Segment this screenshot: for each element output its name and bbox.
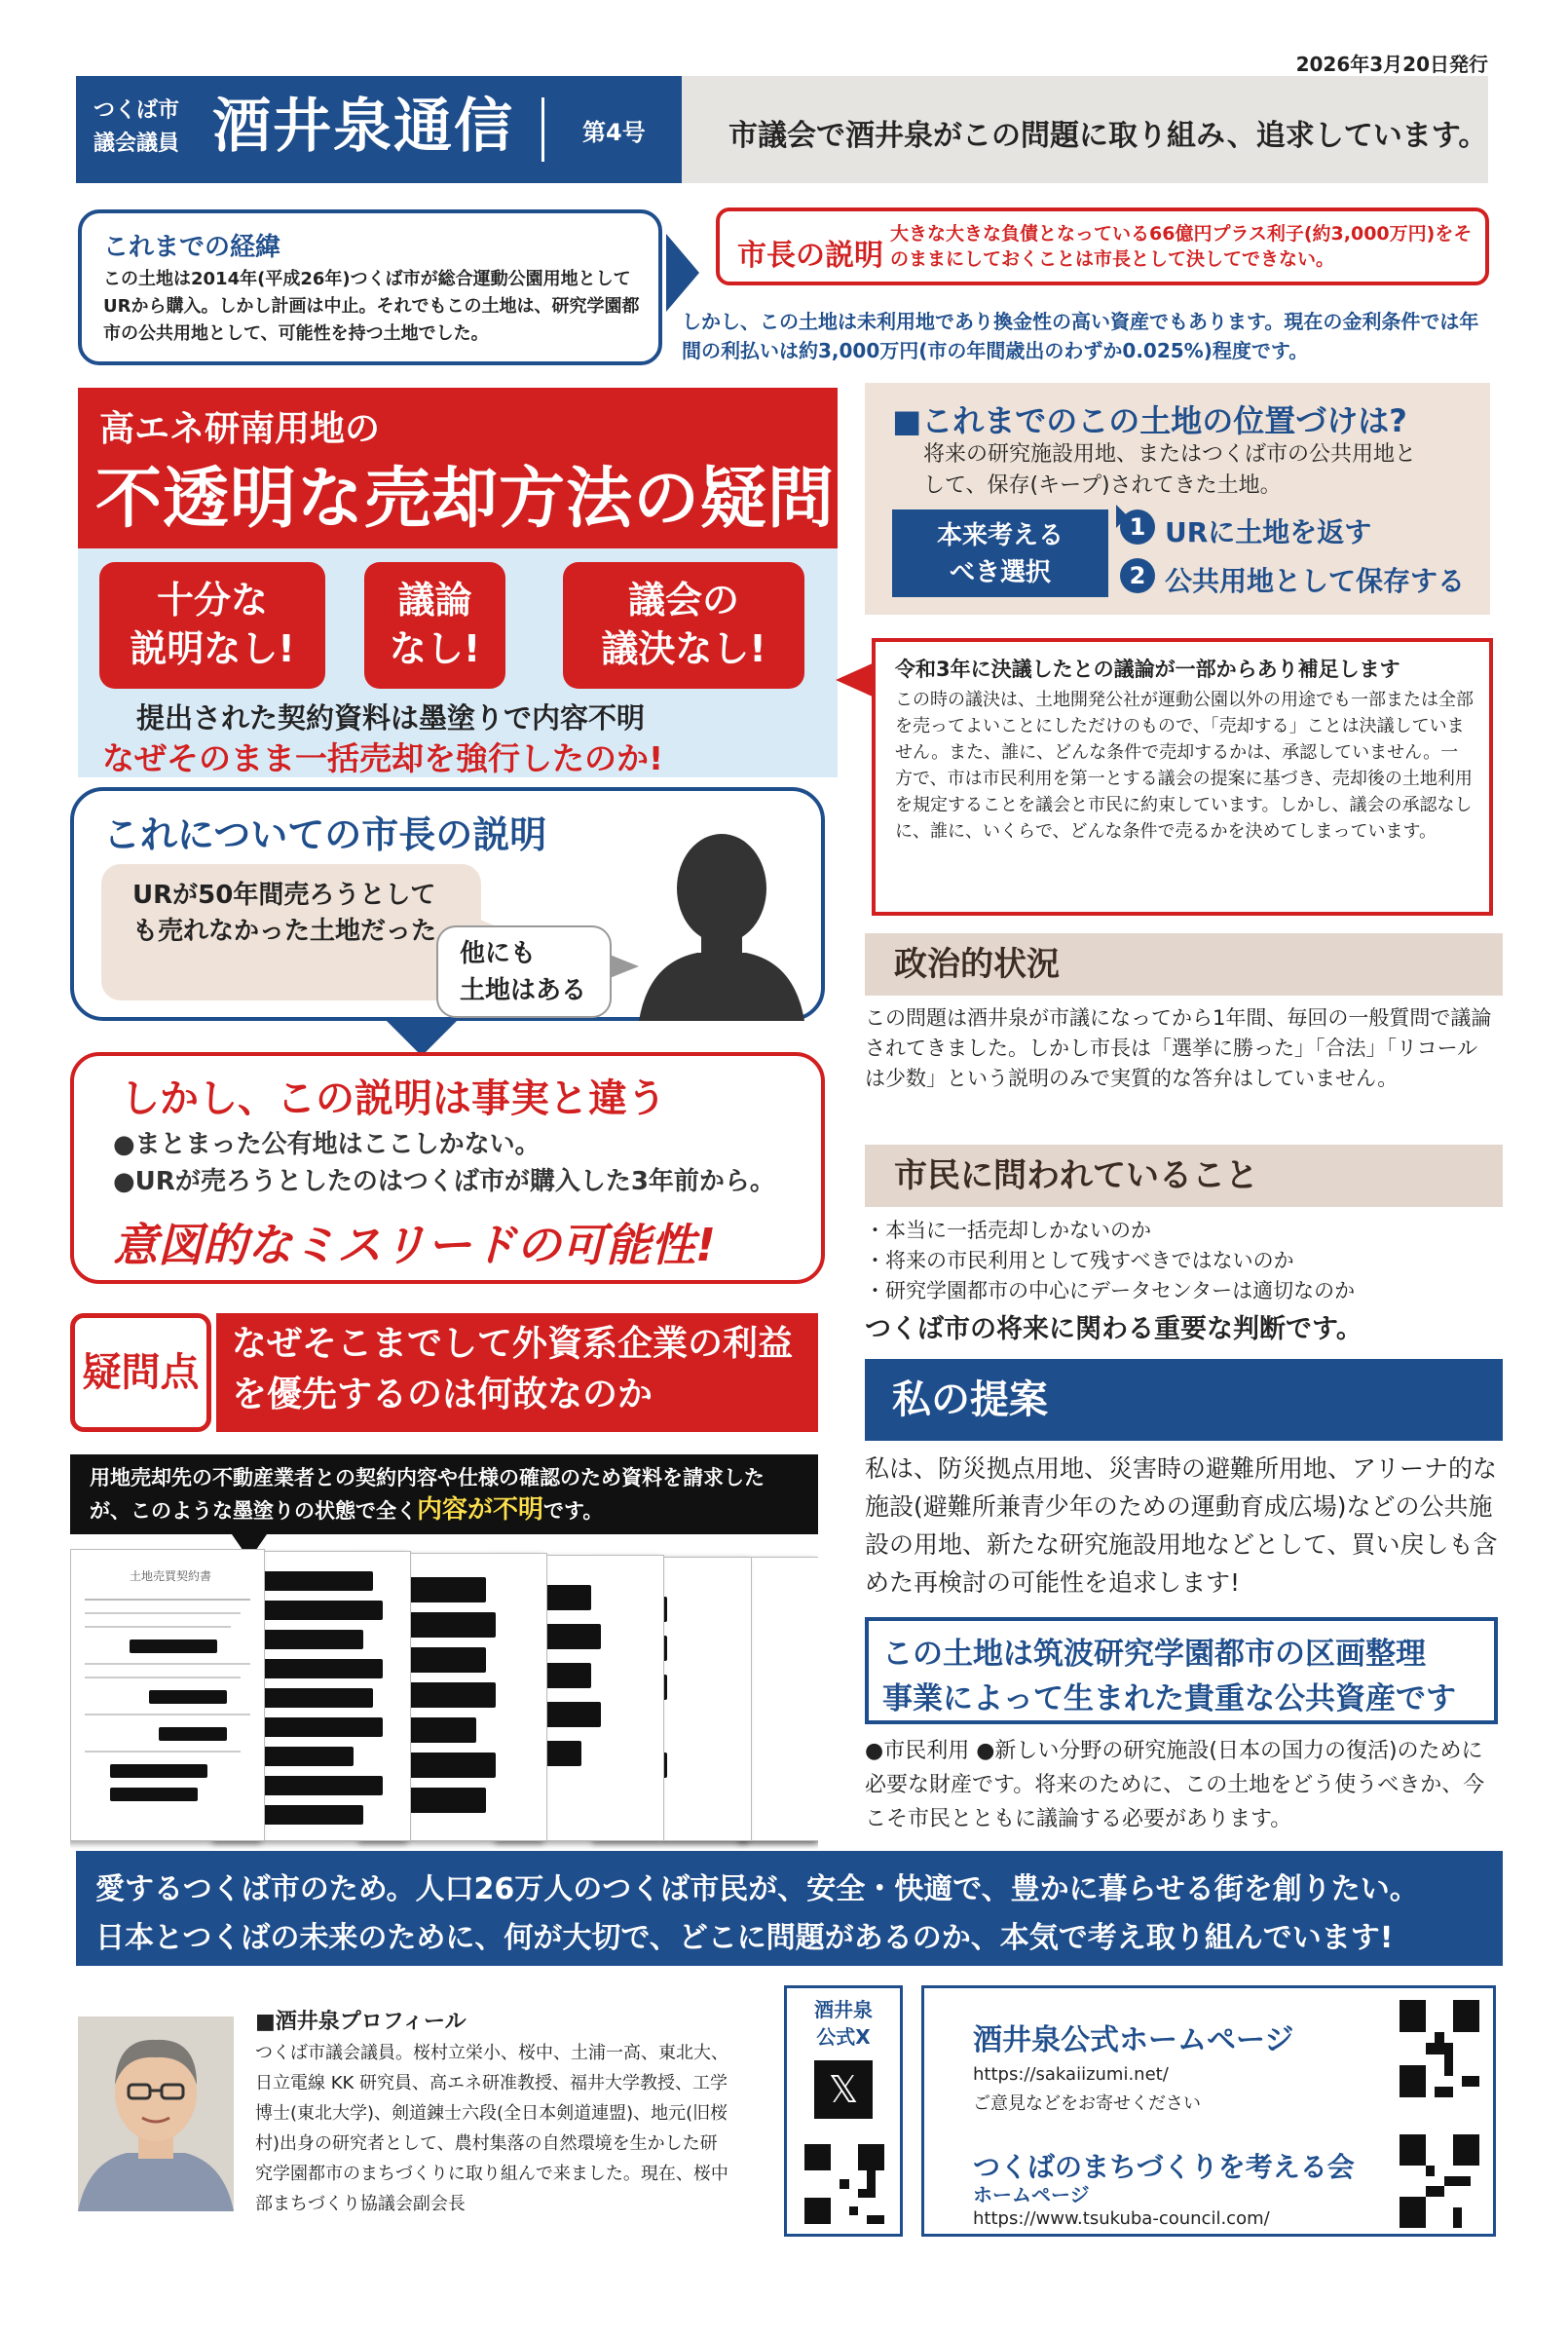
political-body: この問題は酒井泉が市議になってから1年間、毎回の一般質問で議論されてきました。しかし市長は「選挙に勝った」「合法」「リコールは少数」という説明のみで実質的な答弁はしていません。 <box>865 1006 1492 1090</box>
caption-highlight: 内容が不明 <box>417 1495 544 1525</box>
x-account-box <box>784 1985 903 2237</box>
hp-note: ご意見などをお寄せください <box>973 2093 1201 2114</box>
tagline: 市議会で酒井泉がこの問題に取り組み、追求しています。 <box>728 119 1488 153</box>
bubble-1-text: URが50年間売ろうとしても売れなかった土地だった <box>132 881 437 946</box>
fact-conclusion-part2: ミスリードの可能性! <box>292 1219 716 1271</box>
political-title: 政治的状況 <box>865 933 1503 996</box>
option-1-number: 1 <box>1120 509 1155 545</box>
mayor-statement-label: 市長の説明 <box>737 239 883 273</box>
profile-body: つくば市議会議員。桜村立栄小、桜中、土浦一高、東北大、日立電線 KK 研究員、高エネ研准教授、福井大学教授、工学博士(東北大学)、剣道錬士六段(全日本剣道連盟)、地元(旧桜村)出身の研究者として、農村集落の自然環境を生かした研究学園都市のまちづくりに取り組んで来ました。現在、桜中部まちづくり協議会副会長 <box>255 2043 728 2214</box>
title-divider <box>541 97 544 162</box>
hp-qr-code[interactable] <box>1400 2000 1479 2097</box>
council-title[interactable]: つくばのまちづくりを考える会 <box>973 2151 1355 2183</box>
masthead <box>76 53 1488 183</box>
history-box <box>78 209 662 365</box>
proposal-body: 私は、防災拠点用地、災害時の避難所用地、アリーナ的な施設(避難所兼青少年のための運動育成広場)などの公共施設の用地、新たな研究施設用地などとして、買い戻しも含めた再検討の可能性を追求します! <box>865 1454 1498 1597</box>
citizens-item-1: ・本当に一括売却しかないのか <box>865 1219 1151 1242</box>
redacted-documents <box>70 1549 818 1849</box>
headline-line2: なぜそのまま一括売却を強行したのか! <box>102 739 664 777</box>
doc-title: 土地売買契約書 <box>130 1569 212 1583</box>
down-arrow-icon <box>385 1019 459 1056</box>
hp-title[interactable]: 酒井泉公式ホームページ <box>973 2023 1294 2057</box>
headline-line1: 提出された契約資料は墨塗りで内容不明 <box>136 701 646 735</box>
closing-banner <box>76 1851 1503 1966</box>
headline-panel <box>78 548 838 777</box>
hp-url[interactable]: https://sakaiizumi.net/ <box>973 2064 1169 2085</box>
arrow-right-icon <box>666 234 699 312</box>
newsletter-title: 酒井泉通信 <box>212 93 514 161</box>
documents-caption <box>70 1454 818 1534</box>
mayor-explain-title: これについての市長の説明 <box>103 813 547 856</box>
supplement-pointer-icon <box>836 662 875 697</box>
citizens-item-2: ・将来の市民利用として残すべきではないのか <box>865 1249 1294 1272</box>
x-qr-code[interactable] <box>804 2144 884 2224</box>
headline-main: 不透明な売却方法の疑問 <box>95 461 836 538</box>
fact-item-1: ●まとまった公有地はここしかない。 <box>113 1130 541 1159</box>
issue-date: 2026年3月20日発行 <box>1295 53 1488 76</box>
headline-banner <box>78 388 838 548</box>
mayor-explain-box <box>70 787 825 1021</box>
bubble-2-tail-icon <box>610 955 639 978</box>
citizens-title: 市民に問われていること <box>865 1145 1503 1207</box>
fact-box <box>70 1052 825 1284</box>
proposal-title: 私の提案 <box>865 1359 1503 1441</box>
mayor-rebuttal: しかし、この土地は未利用地であり換金性の高い資産でもあります。現在の金利条件では年間の利払いは約3,000万円(市の年間歳出のわずか0.025%)程度です。 <box>682 310 1479 362</box>
masthead-tagline-bar <box>682 76 1488 183</box>
caption-part-a: 用地売却先の不動産業者との契約内容や仕様の確認のため資料を請求したが、このような墨塗りの状態で全く <box>90 1466 765 1523</box>
supplement-body: この時の議決は、土地開発公社が運動公園以外の用途でも一部または全部を売ってよいことにしただけのもので、「売却する」ことは決議していません。また、誰に、どんな条件で売却するかは、承認していません。一方で、市は市民利用を第一とする議会の提案に基づき、売却後の土地利用を規定することを議会と市民に約束しています。しかし、議会の承認なしに、誰に、いくらで、どんな条件で売るかを決めてしまっています。 <box>895 690 1474 842</box>
badge-no-resolution: 議会の 議決なし! <box>563 562 804 689</box>
masthead-title-bar <box>76 76 682 183</box>
mayor-statement-box <box>716 207 1489 285</box>
position-box <box>865 383 1490 615</box>
asset-line-2: 事業によって生まれた貴重な公共資産です <box>882 1681 1456 1716</box>
choice-label: 本来考える べき選択 <box>892 509 1108 597</box>
council-subtitle: ホームページ <box>973 2183 1090 2206</box>
documents-caption-text <box>90 1462 801 1527</box>
position-title: ■これまでのこの土地の位置づけは? <box>892 402 1407 439</box>
redacted-page-cover <box>70 1549 265 1841</box>
homepage-box <box>921 1985 1496 2237</box>
history-body: この土地は2014年(平成26年)つくば市が総合運動公園用地としてURから購入。しかし計画は中止。それでもこの土地は、研究学園都市の公共用地として、可能性を持つ土地でした。 <box>103 269 640 344</box>
banner-line-2: 日本とつくばの未来のために、何が大切で、どこに問題があるのか、本気で考え取り組んでいます! <box>95 1921 1394 1955</box>
role-label: 議会議員 <box>93 132 180 156</box>
option-2: 公共用地として保存する <box>1165 565 1466 597</box>
profile-photo <box>78 2017 234 2211</box>
option-2-number: 2 <box>1120 558 1155 593</box>
supplement-title: 令和3年に決議したとの議論が一部からあり補足します <box>895 658 1400 681</box>
asset-line-1: この土地は筑波研究学園都市の区画整理 <box>882 1637 1426 1672</box>
fact-conclusion-part1: 意図的な <box>113 1219 292 1271</box>
issue-number: 第4号 <box>582 119 646 146</box>
x-label: 酒井泉 公式X <box>814 1998 873 2049</box>
question-banner <box>216 1313 818 1432</box>
position-body: 将来の研究施設用地、またはつくば市の公共用地として、保存(キープ)されてきた土地。 <box>923 442 1417 498</box>
profile-title: ■酒井泉プロフィール <box>255 2010 467 2034</box>
question-label: 疑問点 <box>70 1313 211 1432</box>
asset-box <box>865 1617 1498 1724</box>
badge-no-debate: 議論 なし! <box>364 562 505 689</box>
history-title: これまでの経緯 <box>103 233 281 262</box>
x-logo-icon[interactable]: 𝕏 <box>814 2060 873 2119</box>
caption-part-b: です。 <box>543 1499 604 1523</box>
speech-bubble-2 <box>436 925 612 1018</box>
bubble-2-text: 他にも 土地はある <box>460 939 587 1005</box>
fact-item-2: ●URが売ろうとしたのはつくば市が購入した3年前から。 <box>113 1167 775 1196</box>
headline-sub: 高エネ研南用地の <box>99 409 381 449</box>
speech-bubble-1 <box>101 864 481 1000</box>
council-url[interactable]: https://www.tsukuba-council.com/ <box>973 2208 1270 2229</box>
fact-conclusion <box>113 1210 716 1274</box>
badge-no-explanation: 十分な 説明なし! <box>99 562 325 689</box>
mayor-statement-text: 大きな大きな負債となっている66億円プラス利子(約3,000万円)をそのままにしておくことは市長として決してできない。 <box>890 223 1473 270</box>
fact-title: しかし、この説明は事実と違う <box>121 1076 666 1121</box>
citizens-conclusion: つくば市の将来に関わる重要な判断です。 <box>865 1314 1363 1344</box>
question-text: なぜそこまでして外資系企業の利益を優先するのは何故なのか <box>232 1324 794 1414</box>
option-1: URに土地を返す <box>1165 516 1372 548</box>
supplement-box <box>872 638 1493 916</box>
banner-line-1: 愛するつくば市のため。人口26万人のつくば市民が、安全・快適で、豊かに暮らせる街を創りたい。 <box>95 1872 1419 1906</box>
mayor-silhouette-icon <box>639 826 804 1021</box>
proposal-note: ●市民利用 ●新しい分野の研究施設(日本の国力の復活)のために必要な財産です。将来のために、この土地をどう使うべきか、今こそ市民とともに議論する必要があります。 <box>865 1739 1485 1831</box>
citizens-item-3: ・研究学園都市の中心にデータセンターは適切なのか <box>865 1279 1356 1302</box>
city-label: つくば市 <box>93 98 180 123</box>
council-qr-code[interactable] <box>1400 2134 1479 2228</box>
